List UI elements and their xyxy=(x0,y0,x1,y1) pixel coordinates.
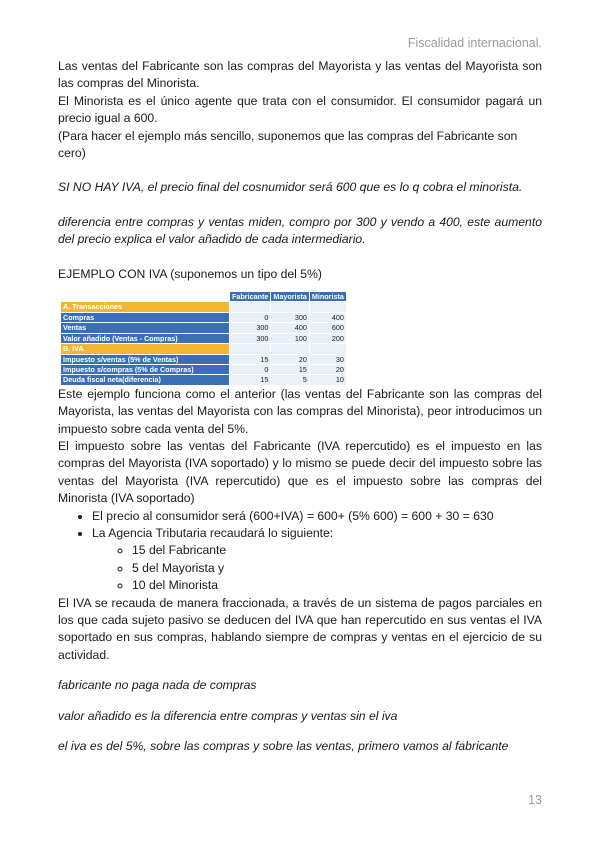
list-item-text: La Agencia Tributaria recaudará lo siguiente: xyxy=(92,525,334,540)
row-label: Impuesto s/ventas (5% de Ventas) xyxy=(61,354,230,364)
italic-note: SI NO HAY IVA, el precio final del cosnumidor será 600 que es lo q cobra el minorista. xyxy=(58,180,523,195)
list-item: ◦ 15 del Fabricante xyxy=(132,542,542,559)
cell-value: 10 xyxy=(309,375,346,385)
cell-value: 300 xyxy=(271,312,310,322)
cell-value: 20 xyxy=(271,354,310,364)
running-header: Fiscalidad internacional. xyxy=(407,36,542,50)
cell-value: 200 xyxy=(309,333,346,343)
row-label: Ventas xyxy=(61,323,230,333)
cell-value: 15 xyxy=(230,354,271,364)
cell-value: 300 xyxy=(230,333,271,343)
table-row xyxy=(61,364,347,374)
table-section-row xyxy=(61,302,347,312)
cell-value: 400 xyxy=(309,312,346,322)
vat-example-table xyxy=(60,291,347,386)
row-label: Impuesto s/compras (5% de Compras) xyxy=(61,364,230,374)
column-header: Minorista xyxy=(309,292,346,302)
page-number: 13 xyxy=(528,793,542,807)
table-row xyxy=(61,323,347,333)
italic-note: fabricante no paga nada de compras xyxy=(58,678,257,693)
cell-value: 0 xyxy=(230,312,271,322)
paragraph: Las ventas del Fabricante son las compras del Mayorista y las ventas del Mayorista son las compras del Minorista. xyxy=(58,59,542,91)
row-label: Valor añadido (Ventas - Compras) xyxy=(61,333,230,343)
table-row xyxy=(61,354,347,364)
paragraph: El impuesto sobre las ventas del Fabricante (IVA repercutido) es el impuesto en las compras del Mayorista (IVA soportado) y lo mismo se puede decir del impuesto sobre las ventas del Mayorista (IVA repercutido) que es el impuesto sobre las compras del Minorista (IVA soportado) xyxy=(58,438,542,506)
page-body xyxy=(58,58,542,755)
bullet-list xyxy=(58,508,542,595)
row-label: Compras xyxy=(61,312,230,322)
paragraph: Este ejemplo funciona como el anterior (las ventas del Fabricante son las compras del Mayorista, las ventas del Mayorista con las compras del Minorista), peor introducimos un impuesto sobre cada venta del 5%. xyxy=(58,386,542,436)
row-label: Deuda fiscal neta(diferencia) xyxy=(61,375,230,385)
cell-value: 30 xyxy=(309,354,346,364)
paragraph: El IVA se recauda de manera fraccionada, a través de un sistema de pagos parciales en los que cada sujeto pasivo se deducen del IVA que han repercutido en sus ventas el IVA soportado en sus compras, hablando siempre de compras y ventas en el ejercicio de su actividad. xyxy=(58,595,542,662)
cell-value: 100 xyxy=(271,333,310,343)
cell-value: 600 xyxy=(309,323,346,333)
list-item: ◦ 10 del Minorista xyxy=(132,577,542,594)
section-label: B. IVA xyxy=(61,344,230,354)
column-header: Fabricante xyxy=(230,292,271,302)
cell-value: 0 xyxy=(230,364,271,374)
cell-value: 20 xyxy=(309,364,346,374)
italic-note: valor añadido es la diferencia entre compras y ventas sin el iva xyxy=(58,708,398,723)
sub-bullet-list xyxy=(92,542,542,594)
table-row xyxy=(61,312,347,322)
italic-note: diferencia entre compras y ventas miden, compro por 300 y vendo a 400, este aumento del precio explica el valor añadido de cada intermediario. xyxy=(58,214,542,247)
paragraph: El Minorista es el único agente que trata con el consumidor. El consumidor pagará un precio igual a 600. xyxy=(58,93,542,126)
empty-corner-cell xyxy=(61,292,230,302)
table-section-row xyxy=(61,344,347,354)
paragraph: (Para hacer el ejemplo más sencillo, suponemos que las compras del Fabricante son cero) xyxy=(58,128,518,161)
list-item: • El precio al consumidor será (600+IVA) = 600+ (5% 600) = 600 + 30 = 630 xyxy=(92,508,542,525)
cell-value: 300 xyxy=(230,323,271,333)
section-heading: EJEMPLO CON IVA (suponemos un tipo del 5%) xyxy=(58,266,322,281)
table-row xyxy=(61,375,347,385)
cell-value: 5 xyxy=(271,375,310,385)
column-header: Mayorista xyxy=(271,292,310,302)
section-label: A. Transacciones xyxy=(61,302,230,312)
cell-value: 400 xyxy=(271,323,310,333)
table-header-row xyxy=(61,292,347,302)
italic-note: el iva es del 5%, sobre las compras y sobre las ventas, primero vamos al fabricante xyxy=(58,739,509,754)
table-row xyxy=(61,333,347,343)
list-item: ◦ 5 del Mayorista y xyxy=(132,560,542,577)
cell-value: 15 xyxy=(271,364,310,374)
list-item xyxy=(92,525,542,595)
cell-value: 15 xyxy=(230,375,271,385)
